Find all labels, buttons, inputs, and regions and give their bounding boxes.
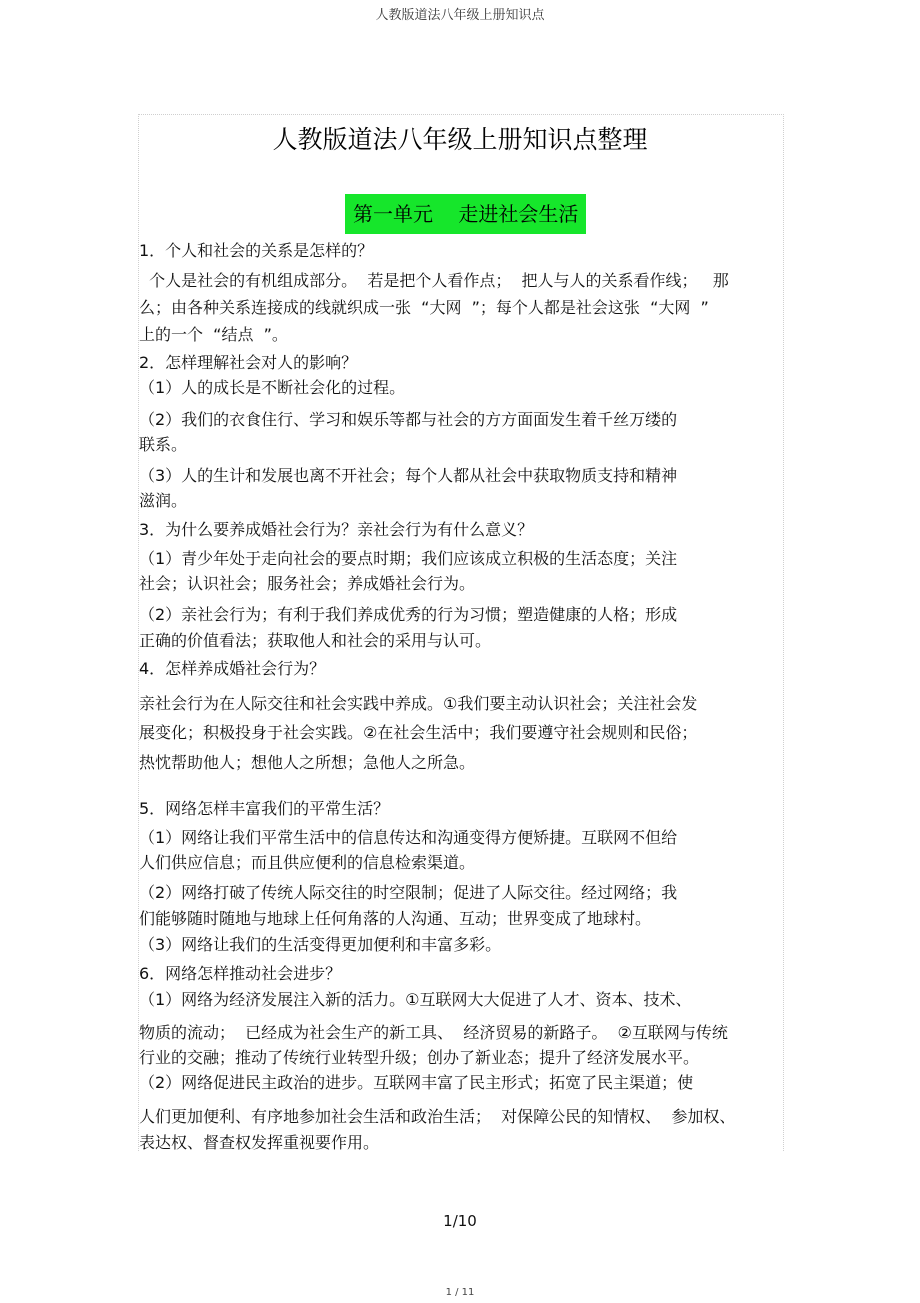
text-line: （2）我们的衣食住行、学习和娱乐等都与社会的方方面面发生着千丝万缕的 <box>139 410 678 429</box>
text-line: （2）网络打破了传统人际交往的时空限制；促进了人际交往。经过网络；我 <box>139 883 678 902</box>
question-heading: 2．怎样理解社会对人的影响？ <box>139 353 358 372</box>
text-line: （1）人的成长是不断社会化的过程。 <box>139 378 406 397</box>
text-line: （2）网络促进民主政治的进步。互联网丰富了民主形式；拓宽了民主渠道；使 <box>139 1073 694 1092</box>
text-line: （3）人的生计和发展也离不开社会；每个人都从社会中获取物质支持和精神 <box>139 466 678 485</box>
question-heading: 6．网络怎样推动社会进步？ <box>139 964 342 983</box>
text-line: 人们供应信息；而且供应便利的信息检索渠道。 <box>139 853 476 872</box>
unit-heading: 第一单元 走进社会生活 <box>345 194 586 234</box>
text-line: （1）青少年处于走向社会的要点时期；我们应该成立积极的生活态度；关注 <box>139 549 678 568</box>
text-line: 个人是社会的有机组成部分。 若是把个人看作点； 把人与人的关系看作线； 那 <box>139 271 729 290</box>
text-line: 行业的交融；推动了传统行业转型升级；创办了新业态；提升了经济发展水平。 <box>139 1048 700 1067</box>
text-line: （3）网络让我们的生活变得更加便利和丰富多彩。 <box>139 935 502 954</box>
text-line: 滋润。 <box>139 491 188 510</box>
page-number-secondary: 1 / 11 <box>445 1287 475 1298</box>
text-line: 亲社会行为在人际交往和社会实践中养成。①我们要主动认识社会；关注社会发 <box>139 694 698 713</box>
text-line: 们能够随时随地与地球上任何角落的人沟通、互动；世界变成了地球村。 <box>139 909 652 928</box>
text-line: 么；由各种关系连接成的线就织成一张 “大网 ”；每个人都是社会这张 “大网 ” <box>139 298 709 317</box>
text-line: （1）网络让我们平常生活中的信息传达和沟通变得方便矫捷。互联网不但给 <box>139 828 678 847</box>
text-line: 联系。 <box>139 435 188 454</box>
question-heading: 3．为什么要养成婚社会行为？亲社会行为有什么意义？ <box>139 520 534 539</box>
text-line: 人们更加便利、有序地参加社会生活和政治生活； 对保障公民的知情权、 参加权、 <box>139 1107 736 1126</box>
text-line: 表达权、督查权发挥重视要作用。 <box>139 1133 380 1152</box>
document-title: 人教版道法八年级上册知识点整理 <box>272 125 648 154</box>
page-number: 1/10 <box>443 1212 477 1230</box>
question-heading: 5．网络怎样丰富我们的平常生活？ <box>139 799 390 818</box>
running-header: 人教版道法八年级上册知识点 <box>375 8 545 23</box>
question-heading: 1．个人和社会的关系是怎样的？ <box>139 241 374 260</box>
text-line: 物质的流动； 已经成为社会生产的新工具、 经济贸易的新路子。 ②互联网与传统 <box>139 1023 728 1042</box>
text-line: 社会；认识社会；服务社会；养成婚社会行为。 <box>139 574 476 593</box>
text-line: 上的一个 “结点 ”。 <box>139 325 288 344</box>
text-line: （2）亲社会行为；有利于我们养成优秀的行为习惯；塑造健康的人格；形成 <box>139 605 678 624</box>
text-line: （1）网络为经济发展注入新的活力。①互联网大大促进了人才、资本、技术、 <box>139 990 692 1009</box>
text-line: 热忱帮助他人；想他人之所想；急他人之所急。 <box>139 753 476 772</box>
text-line: 展变化；积极投身于社会实践。②在社会生活中；我们要遵守社会规则和民俗； <box>139 723 698 742</box>
question-heading: 4．怎样养成婚社会行为？ <box>139 659 326 678</box>
text-line: 正确的价值看法；获取他人和社会的采用与认可。 <box>139 631 492 650</box>
